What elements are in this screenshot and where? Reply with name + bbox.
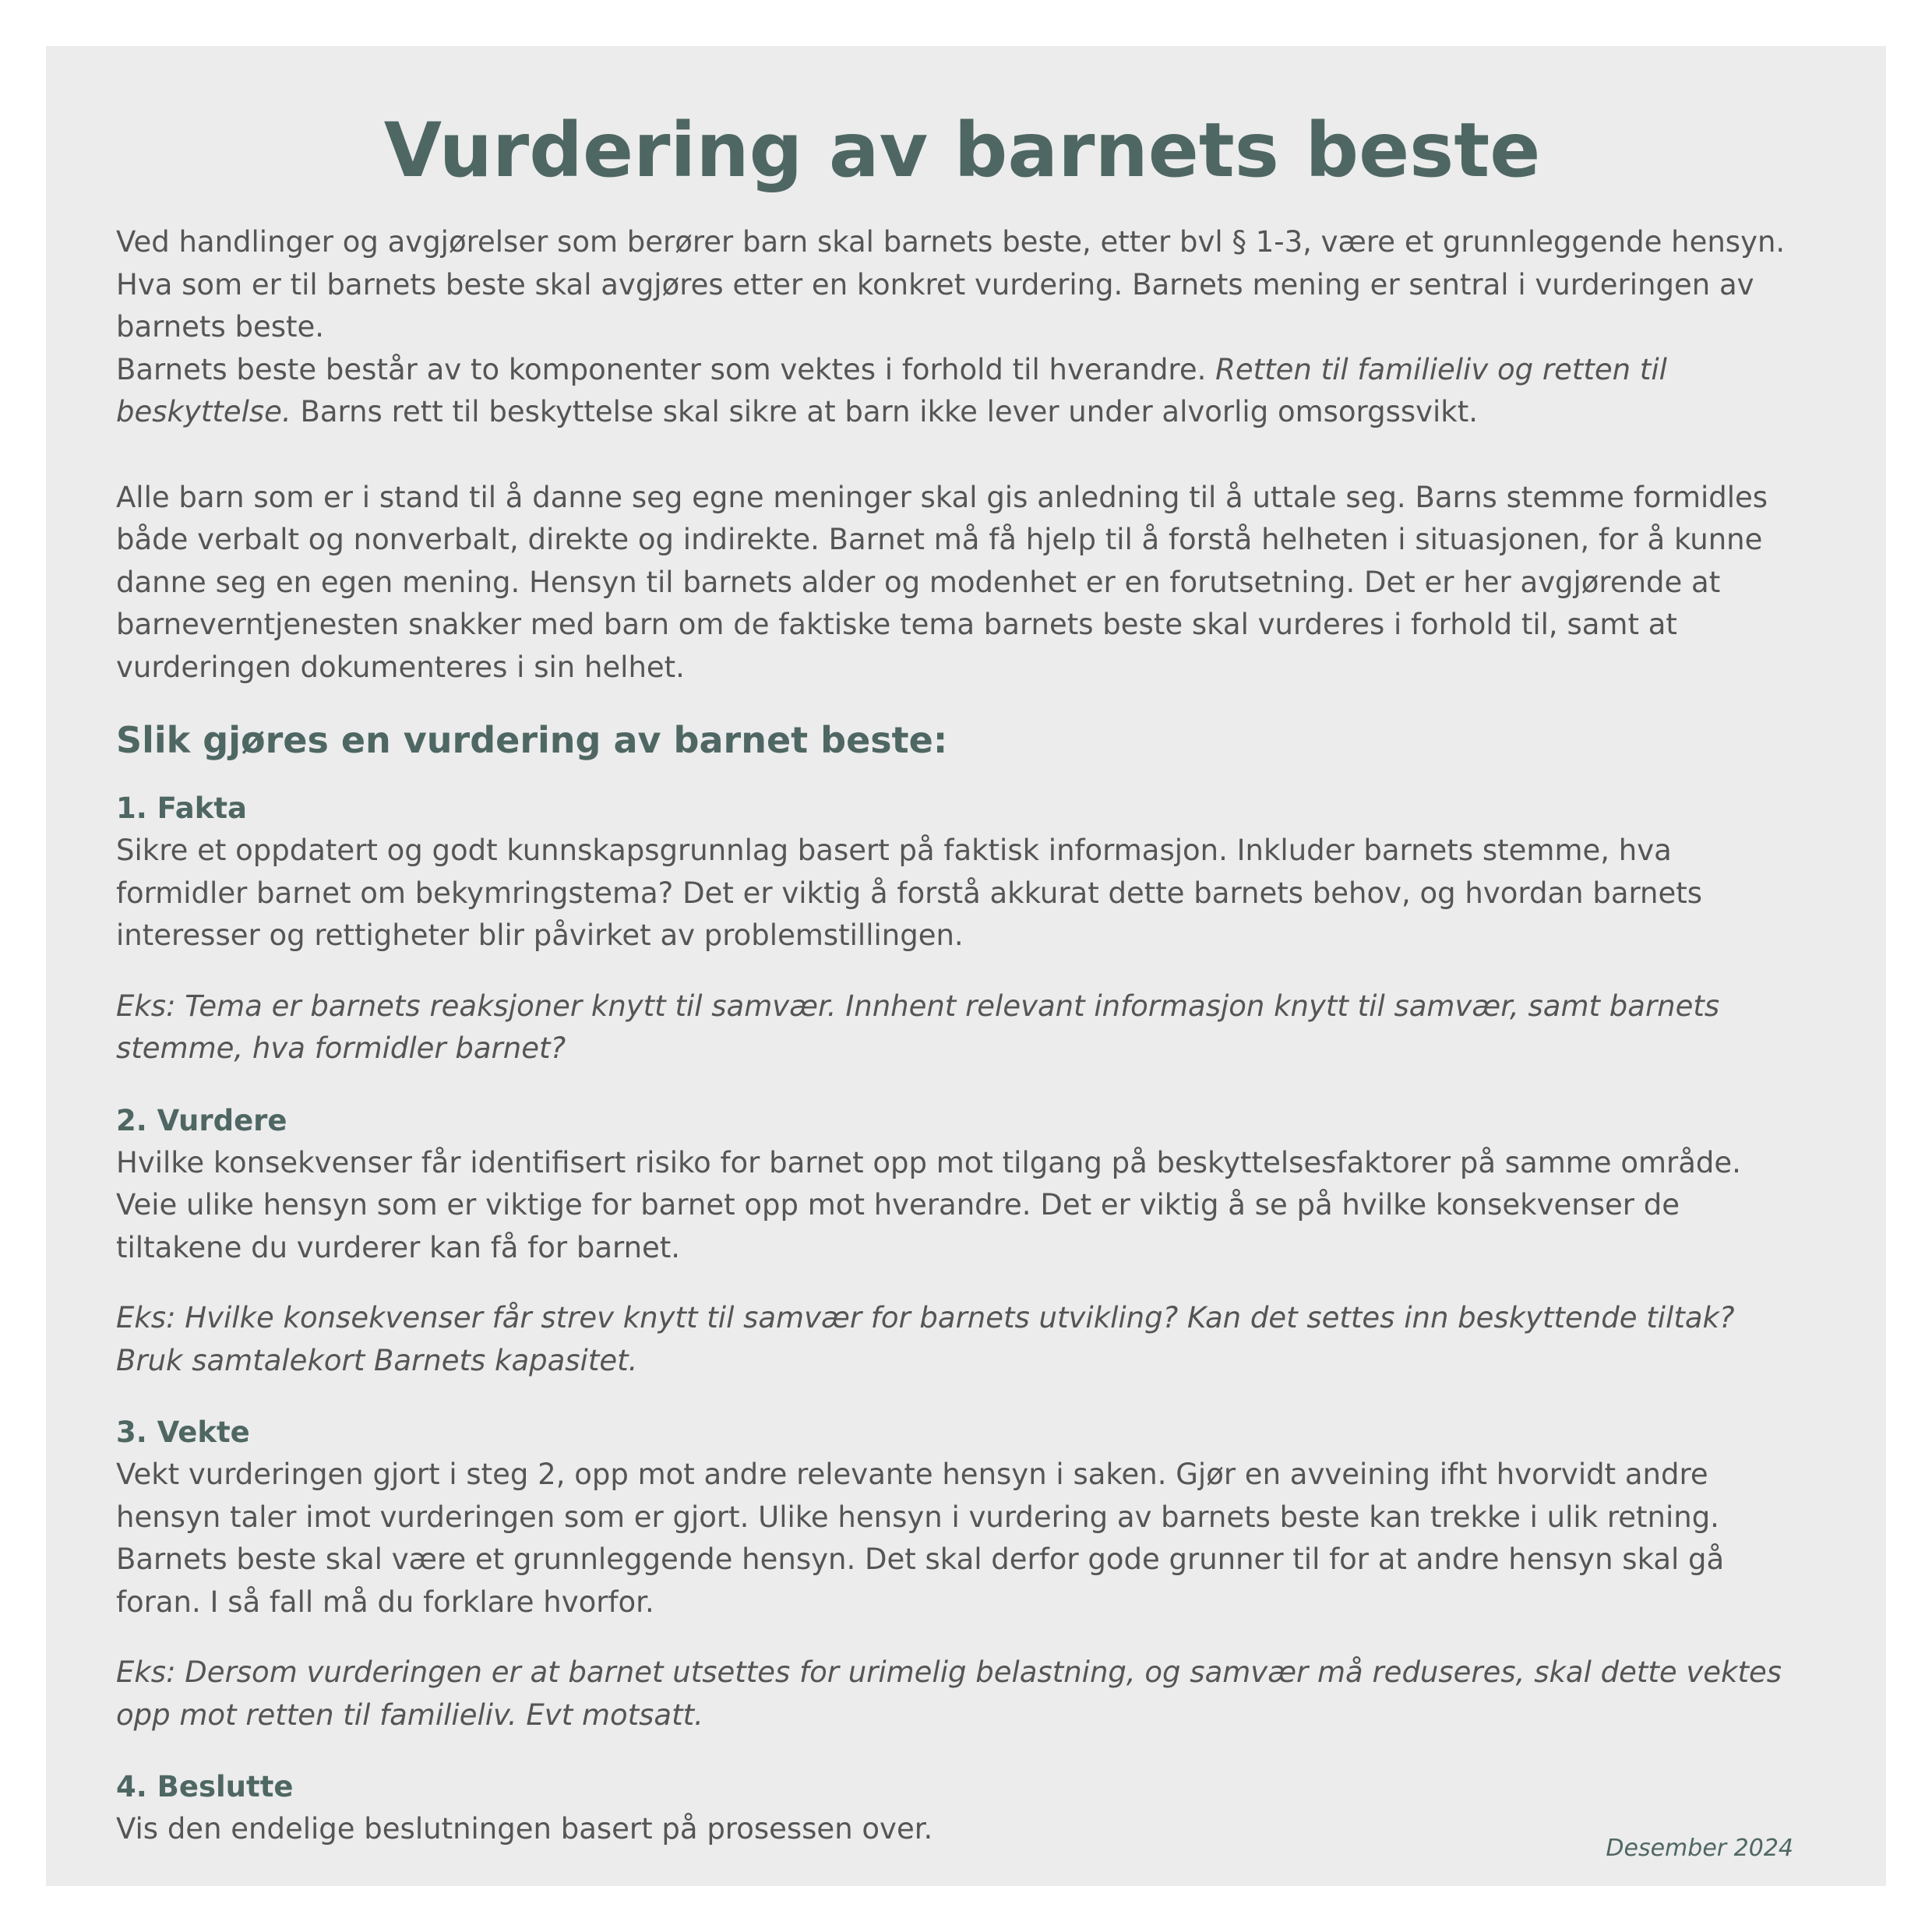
step-example: Eks: Dersom vurderingen er at barnet utsettes for urimelig belastning, og samvær må reduseres, skal dette vektes opp mot retten til familieliv. Evt motsatt. (116, 1655, 1782, 1732)
step-heading: 1. Fakta (116, 791, 248, 825)
intro-paragraph-1: Ved handlinger og avgjørelser som berører barn skal barnets beste, etter bvl § 1-3, være et grunnleggende hensyn. Hva som er til barnets beste skal avgjøres etter en konkret vurdering. Barnets mening er sentral i vurderingen av barnets beste. (116, 225, 1786, 344)
page-title: Vurdering av barnets beste (383, 107, 1541, 194)
section-heading: Slik gjøres en vurdering av barnet beste: (116, 719, 948, 761)
intro-paragraph-2-tail: Barns rett til beskyttelse skal sikre at barn ikke lever under alvorlig omsorgssvikt. (291, 395, 1479, 428)
document-card (46, 46, 1886, 1886)
date-label: Desember 2024 (1606, 1835, 1793, 1862)
step-heading: 3. Vekte (116, 1416, 250, 1449)
intro-paragraph-2 (116, 349, 1808, 434)
step-fakta (116, 788, 1808, 1070)
step-vekte (116, 1412, 1808, 1736)
step-beslutte (116, 1766, 1808, 1851)
intro-paragraph-2-lead: Barnets beste består av to komponenter som vektes i forhold til hverandre. (116, 352, 1216, 386)
step-heading: 2. Vurdere (116, 1103, 287, 1137)
step-vurdere (116, 1100, 1808, 1383)
step-text: Vekt vurderingen gjort i steg 2, opp mot andre relevante hensyn i saken. Gjør en avveining ifht hvorvidt andre hensyn taler imot vurderingen som er gjort. Ulike hensyn i vurdering av barnets beste kan trekke i ulik retning. Barnets beste skal være et grunnleggende hensyn. Det skal derfor gode grunner til for at andre hensyn skal gå foran. I så fall må du forklare hvorfor. (116, 1458, 1725, 1619)
step-text: Hvilke konsekvenser får identifisert risiko for barnet opp mot tilgang på beskyttelsesfaktorer på samme område. Veie ulike hensyn som er viktige for barnet opp mot hverandre. Det er viktig å se på hvilke konsekvenser de tiltakene du vurderer kan få for barnet. (116, 1145, 1741, 1264)
step-heading: 4. Beslutte (116, 1770, 294, 1803)
intro-paragraph-2-italic: Retten til familieliv og retten til beskyttelse. (116, 352, 1667, 428)
step-text: Vis den endelige beslutningen basert på prosessen over. (116, 1812, 933, 1846)
step-text: Sikre et oppdatert og godt kunnskapsgrunnlag basert på faktisk informasjon. Inkluder barnets stemme, hva formidler barnet om bekymringstema? Det er viktig å forstå akkurat dette barnets behov, og hvordan barnets interesser og rettigheter blir påvirket av problemstillingen. (116, 834, 1703, 952)
step-example: Eks: Tema er barnets reaksjoner knytt til samvær. Innhent relevant informasjon knytt til samvær, samt barnets stemme, hva formidler barnet? (116, 989, 1720, 1065)
step-example: Eks: Hvilke konsekvenser får strev knytt til samvær for barnets utvikling? Kan det settes inn beskyttende tiltak? Bruk samtalekort Barnets kapasitet. (116, 1301, 1735, 1377)
intro-paragraph-3: Alle barn som er i stand til å danne seg egne meninger skal gis anledning til å uttale seg. Barns stemme formidles både verbalt og nonverbalt, direkte og indirekte. Barnet må få hjelp til å forstå helheten i situasjonen, for å kunne danne seg en egen mening. Hensyn til barnets alder og modenhet er en forutsetning. Det er her avgjørende at barneverntjenesten snakker med barn om de faktiske tema barnets beste skal vurderes i forhold til, samt at vurderingen dokumenteres i sin helhet. (116, 480, 1768, 684)
